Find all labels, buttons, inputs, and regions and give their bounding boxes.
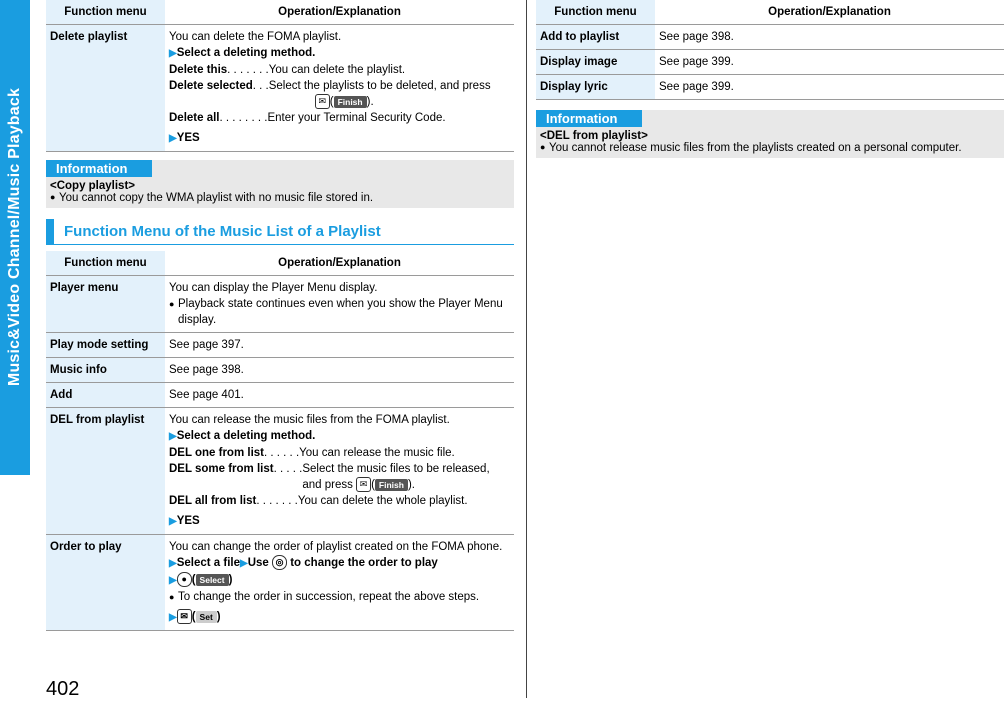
explanation-text: See page 397. — [165, 333, 514, 358]
step-arrow-icon: ▶ — [169, 612, 177, 623]
table-row — [46, 358, 514, 383]
sub-option: Delete this . . . . . . . You can delete the playlist. — [169, 64, 406, 76]
step-arrow-icon: ▶ — [240, 558, 248, 569]
information-bullet: ● You cannot release music files from the playlists created on a personal computer. — [540, 142, 962, 154]
explanation-text: See page 401. — [165, 383, 514, 408]
information-box — [536, 110, 1004, 158]
explanation-text: You can delete the FOMA playlist. — [169, 31, 342, 43]
menu-music-info: Music info — [46, 358, 165, 383]
header-operation: Operation/Explanation — [165, 0, 514, 25]
mail-key-icon: ✉ — [177, 609, 192, 624]
explanation-text: See page 399. — [655, 75, 1004, 100]
sub-option: Delete all . . . . . . . . Enter your Terminal Security Code. — [169, 112, 446, 124]
section-title: Function Menu of the Music List of a Playlist — [46, 219, 514, 245]
sidebar-tab — [0, 0, 30, 475]
information-heading: <DEL from playlist> — [540, 130, 648, 142]
information-label: Information — [536, 110, 642, 127]
table-row — [46, 333, 514, 358]
center-key-icon: ● — [177, 572, 192, 587]
table-row — [536, 50, 1004, 75]
set-softkey: Set — [196, 611, 217, 623]
information-bullet: ● You cannot copy the WMA playlist with no music file stored in. — [50, 192, 374, 204]
header-operation: Operation/Explanation — [165, 251, 514, 276]
step-arrow-icon: ▶ — [169, 431, 177, 442]
finish-softkey: Finish — [375, 479, 408, 491]
menu-add: Add — [46, 383, 165, 408]
menu-display-lyric: Display lyric — [536, 75, 655, 100]
explanation-text: You can change the order of playlist created on the FOMA phone. — [169, 541, 503, 553]
table-row: DEL from playlist You can release the music files from the FOMA playlist. ▶Select a deleting method. DEL one from list . . . . . . You can release the music file. DEL some from list . . . . . Select the music files to be released, and press ✉ ( Finish ). DEL all from list . . . . . . . You can delete the whole playlist. ▶YES — [46, 408, 514, 535]
step-arrow-icon: ▶ — [169, 48, 177, 59]
step: ▶YES — [169, 132, 200, 144]
explanation-text: See page 398. — [655, 25, 1004, 50]
header-function-menu: Function menu — [536, 0, 655, 25]
header-function-menu: Function menu — [46, 251, 165, 276]
sidebar-label: Music&Video Channel/Music Playback — [6, 87, 23, 387]
explanation-text: You can release the music files from the FOMA playlist. — [169, 414, 450, 426]
header-function-menu: Function menu — [46, 0, 165, 25]
right-column — [536, 0, 1004, 158]
sub-option: Delete selected . . . Select the playlists to be deleted, and press ✉ ( Finish ). — [169, 80, 491, 108]
bullet-icon: ● — [540, 142, 546, 152]
table-row — [46, 25, 514, 152]
table-row — [536, 25, 1004, 50]
information-label: Information — [46, 160, 152, 177]
menu-order-to-play: Order to play — [46, 535, 165, 631]
menu-play-mode: Play mode setting — [46, 333, 165, 358]
step-arrow-icon: ▶ — [169, 575, 177, 586]
bullet-icon: ● — [169, 299, 175, 309]
table-row: Order to play You can change the order of playlist created on the FOMA phone. ▶Select a file▶Use ◎ to change the order to play ▶ ● ( Select ) ● To change the order in succession, repeat the above steps. ▶ ✉ ( Set ) — [46, 535, 514, 631]
explanation-text: See page 398. — [165, 358, 514, 383]
header-operation: Operation/Explanation — [655, 0, 1004, 25]
step-arrow-icon: ▶ — [169, 133, 177, 144]
step-arrow-icon: ▶ — [169, 558, 177, 569]
mail-key-icon: ✉ — [356, 477, 371, 492]
information-heading: <Copy playlist> — [50, 180, 136, 192]
menu-delete-playlist: Delete playlist — [46, 25, 165, 152]
step: ▶Select a deleting method. — [169, 47, 316, 59]
left-column — [46, 0, 514, 631]
explanation-cell — [165, 25, 514, 152]
select-softkey: Select — [196, 574, 229, 586]
music-list-function-table — [46, 251, 514, 631]
mail-key-icon: ✉ — [315, 94, 330, 109]
table-row: Player menu You can display the Player Menu display. ● Playback state continues even when you show the Player Menu display. — [46, 276, 514, 333]
table-row — [46, 383, 514, 408]
display-function-table — [536, 0, 1004, 100]
menu-display-image: Display image — [536, 50, 655, 75]
menu-add-to-playlist: Add to playlist — [536, 25, 655, 50]
explanation-text: See page 399. — [655, 50, 1004, 75]
information-box — [46, 160, 514, 208]
column-divider — [526, 0, 527, 698]
menu-del-from-playlist: DEL from playlist — [46, 408, 165, 535]
table-row — [536, 75, 1004, 100]
delete-playlist-table — [46, 0, 514, 152]
bullet-icon: ● — [169, 592, 175, 602]
step-arrow-icon: ▶ — [169, 516, 177, 527]
page-number: 402 — [46, 678, 80, 700]
explanation-text: You can display the Player Menu display. — [169, 282, 378, 294]
navigation-key-icon: ◎ — [272, 555, 287, 570]
bullet-icon: ● — [50, 192, 56, 202]
menu-player-menu: Player menu — [46, 276, 165, 333]
finish-softkey: Finish — [334, 96, 367, 108]
